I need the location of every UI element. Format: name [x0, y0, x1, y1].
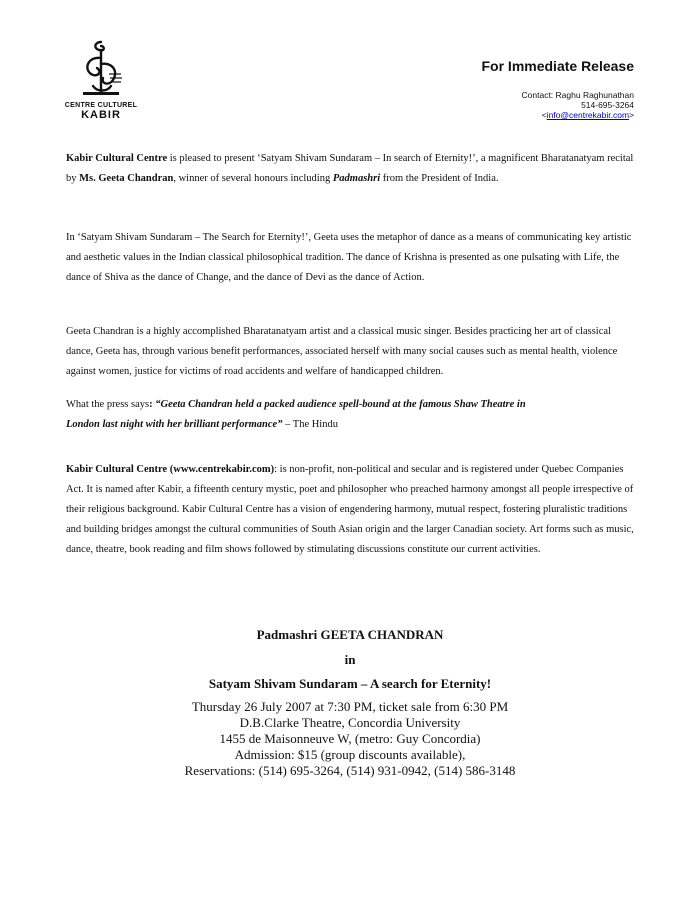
artist-bio-text: Geeta Chandran is a highly accomplished Bharatanatyam artist and a classical music singer. Besides practicing her art of classical dance, Geeta has, through various benefit performances, associated herself with many social causes such as mental health, violence against women, justice for victims of road accidents and welfare of handicapped children.: [66, 326, 618, 377]
press-source: – The Hindu: [282, 419, 338, 430]
event-show-name: Satyam Shivam Sundaram – A search for Eternity!: [208, 676, 492, 691]
press-lead: What the press says: [66, 399, 150, 410]
about-paragraph: [66, 460, 636, 560]
about-text: : is non-profit, non-political and secular and is registered under Quebec Companies Act. It is named after Kabir, a fifteenth century mystic, poet and philosopher who preached harmony amongst all people irrespective of their religious background. Kabir Cultural Centre has a vision of engendering harmony, mutual respect, fostering pluralistic traditions and building bridges amongst the cultural communities of South Asian origin and the larger Canadian society. Art forms such as music, dance, theatre, book reading and film shows followed by stimulating discussions constitute our current activities.: [66, 464, 634, 555]
kabir-emblem-icon: [75, 38, 127, 100]
contact-email-link[interactable]: info@centrekabir.com: [546, 110, 630, 120]
release-heading: For Immediate Release: [481, 58, 634, 74]
event-address: 1455 de Maisonneuve W, (metro: Guy Concordia): [219, 731, 481, 746]
org-name: Kabir Cultural Centre: [66, 153, 168, 164]
event-venue: D.B.Clarke Theatre, Concordia University: [239, 715, 461, 730]
press-quote-line-2: London last night with her brilliant performance”: [66, 419, 283, 430]
event-admission: Admission: $15 (group discounts available),: [234, 747, 466, 762]
artist-bio-paragraph: [66, 322, 636, 382]
contact-email-line: [522, 110, 634, 120]
contact-phone: 514-695-3264: [581, 100, 634, 110]
artist-name: Ms. Geeta Chandran: [79, 173, 174, 184]
event-in: in: [344, 652, 356, 667]
intro-text-1: is pleased to present ‘Satyam Shivam Sundaram – In search of Eternity!’, a magnificent Bharatanatyam recital by: [66, 153, 634, 184]
event-title: Padmashri GEETA CHANDRAN: [256, 627, 444, 642]
intro-text-3: from the President of India.: [380, 173, 499, 184]
press-paragraph: [66, 395, 636, 435]
contact-name: Contact: Raghu Raghunathan: [521, 90, 634, 100]
metaphor-text: In ‘Satyam Shivam Sundaram – The Search for Eternity!’, Geeta uses the metaphor of dance as a means of communicating key artistic and aesthetic values in the Indian classical philosophical tradition. The dance of Krishna is presented as one pulsating with Life, the dance of Shiva as the dance of Change, and the dance of Devi as the dance of Action.: [66, 232, 632, 283]
press-quote-line-1: “Geeta Chandran held a packed audience spell-bound at the famous Shaw Theatre in: [155, 399, 526, 410]
contact-block: [522, 90, 634, 120]
intro-paragraph: [66, 149, 636, 189]
event-date: Thursday 26 July 2007 at 7:30 PM, ticket sale from 6:30 PM: [191, 699, 509, 714]
event-details: [0, 699, 700, 779]
metaphor-paragraph: [66, 228, 636, 288]
press-colon: :: [149, 399, 156, 410]
email-bracket-open: <: [541, 110, 547, 120]
event-reservations: Reservations: (514) 695-3264, (514) 931-0942, (514) 586-3148: [184, 763, 516, 778]
logo-line-kabir: KABIR: [81, 109, 121, 121]
email-bracket-close: >: [629, 110, 634, 120]
award-name: Padmashri: [332, 173, 381, 184]
about-org: Kabir Cultural Centre (www.centrekabir.com): [66, 464, 275, 475]
logo-line-centre-culturel: CENTRE CULTUREL: [64, 102, 138, 109]
intro-text-2: , winner of several honours including: [173, 173, 333, 184]
kabir-logo: [62, 38, 140, 128]
